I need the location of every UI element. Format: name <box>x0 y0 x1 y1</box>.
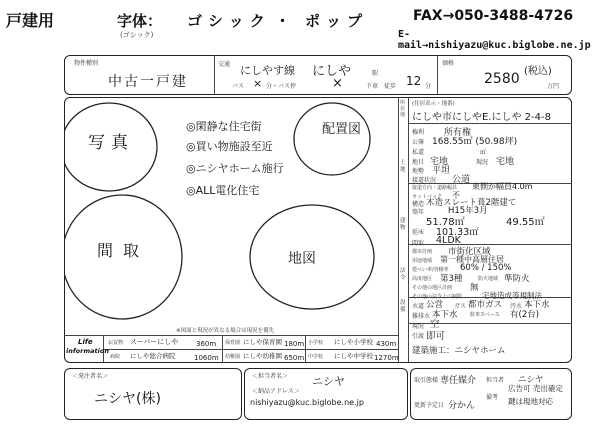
madori-label: 間取 <box>412 240 425 247</box>
gas-value: 都市ガス <box>468 300 503 310</box>
road-width-value: 東側が幅員4.0m <box>472 182 533 191</box>
shop-value: スーパーにしや <box>130 338 179 346</box>
misc-label: 雑排水 <box>412 313 431 320</box>
map-label: 地図 <box>288 251 316 267</box>
road-value: 公道 <box>452 175 471 185</box>
location-side-label: 所在地 <box>400 100 406 118</box>
laws-side-label: 法令 <box>400 268 406 281</box>
setback-value: 不 <box>452 191 460 200</box>
chimoku-value: 宅地 <box>430 157 449 167</box>
equip-side-label: 設備 <box>400 300 406 313</box>
zoning-label: 用途地域 <box>412 258 433 264</box>
price-unit: 万円 <box>547 83 560 90</box>
remarks-label: 備考 <box>486 394 499 401</box>
total-value: 101.33㎡ <box>436 227 479 238</box>
form-type-label: 戸建用 <box>6 11 55 30</box>
layout-label: 配置図 <box>322 122 362 137</box>
district-value: 無 <box>470 283 479 293</box>
built-value: H15年3月 <box>448 206 488 216</box>
remarks-line-1: 広告可 売出確定 <box>508 384 563 393</box>
district-label: その他の地区計画 <box>412 285 453 291</box>
font-option-pop: ポップ <box>305 12 369 30</box>
other-label: その他の法令上の制限 <box>412 294 463 300</box>
misc-value: 本下水 <box>432 310 458 320</box>
fax-number: FAX→050-3488-4726 <box>413 8 574 24</box>
deal-label: 取引態様 <box>414 377 439 384</box>
city-label: 都市計画 <box>412 249 433 255</box>
font-option-gothic: ゴシック <box>187 12 271 30</box>
email-address: E-mail→nishiyazu@kuc.biglobe.ne.jp <box>398 29 591 51</box>
note-text: ※図面と現況が異なる場合は現況を優先 <box>176 328 275 334</box>
hospital-distance: 1060m <box>194 354 219 362</box>
rights-label: 権利 <box>412 129 425 136</box>
getoff-label: 下車 <box>366 83 379 90</box>
contact-label: ＜担当者名＞ <box>252 373 289 380</box>
built-label: 築年 <box>412 209 425 216</box>
font-label: 字体： <box>117 12 163 30</box>
update-label: 更新予定日 <box>414 402 445 409</box>
area-label: 公簿 <box>412 139 425 146</box>
current-label: 現況 <box>412 323 425 330</box>
floor2-value: 49.55㎡ <box>506 217 545 228</box>
feature-4: ◎ALL電化住宅 <box>186 184 260 197</box>
chimoku-label: 地目 <box>412 159 425 166</box>
walk-label: 徒歩 <box>384 83 397 90</box>
area-value: 168.55㎡ (50.98坪) <box>432 137 518 147</box>
city-value: 市街化区域 <box>448 247 491 257</box>
handover-label: 引渡 <box>412 333 425 340</box>
setback-label: セットバック <box>412 194 442 200</box>
kinder-label: 幼稚園 <box>225 354 241 360</box>
walk-unit: 分 <box>425 83 432 90</box>
property-type-label: 物件種別 <box>74 60 99 67</box>
remarks-line-2: 鍵は現地対応 <box>508 397 553 406</box>
land-side-label: 土地 <box>400 160 406 173</box>
tax-value: (税込) <box>524 66 552 77</box>
life-label: Life <box>78 338 93 346</box>
nursery-label: 保育園 <box>225 340 241 346</box>
road-label: 接道状況 <box>412 177 437 184</box>
shop-label: お買物 <box>108 340 124 346</box>
kinder-distance: 650m <box>284 354 305 362</box>
traffic-label: 交通 <box>218 61 231 68</box>
floor1-value: 51.78㎡ <box>426 217 465 228</box>
kinder-value: にしや幼稚園 <box>243 352 282 360</box>
sender-label: ＜発注者名＞ <box>72 373 109 380</box>
location-value: にしや市にしやE.にしや 2-4-8 <box>412 112 551 123</box>
terrain-value: 平坦 <box>432 166 451 176</box>
location-header: (住居表示・地番) <box>412 101 455 107</box>
nursery-distance: 180m <box>284 340 305 348</box>
floorplan-label: 間取 <box>97 241 150 260</box>
hospital-value: にしや総合病院 <box>130 352 176 360</box>
contact-value: ニシヤ <box>312 375 345 388</box>
bus-cross-icon: × <box>253 77 263 90</box>
font-option-dot: ・ <box>275 12 291 30</box>
drain-value: 本下水 <box>524 300 550 310</box>
bus-stop-cross-icon: × <box>332 76 343 91</box>
elem-value: にしや小学校 <box>334 338 373 346</box>
bus-stop-label: 分・バス停 <box>266 83 297 90</box>
fire-label: 防火地域 <box>478 276 499 282</box>
hospital-label: 病院 <box>110 354 121 360</box>
font-sub-label: (ゴシック) <box>120 31 154 39</box>
feature-3: ◎ニシヤホーム施行 <box>186 162 284 175</box>
current-value: 空 <box>430 319 440 330</box>
staff-label: 担当者 <box>486 377 505 384</box>
shop-distance: 360m <box>196 340 217 348</box>
staff-value: ニシヤ <box>518 375 544 385</box>
building-side-label: 建物 <box>400 218 406 231</box>
bus-label: バス <box>232 83 245 90</box>
actual-value: ㎡ <box>480 149 487 156</box>
water-label: 水道 <box>412 303 425 310</box>
height-value: 第3種 <box>440 274 463 284</box>
walk-minutes: 12 <box>406 74 422 88</box>
structure-label: 構造 <box>412 201 425 208</box>
station-suffix: 駅 <box>372 70 379 77</box>
water-value: 公営 <box>426 300 444 310</box>
builder-value: 建築施工：ニシヤホーム <box>412 346 506 356</box>
status-value: 宅地 <box>496 157 515 167</box>
junior-label: 中学校 <box>308 354 324 360</box>
station-value: にしや <box>312 64 352 79</box>
height-label: 高度地区 <box>412 276 433 282</box>
sender-value: ニシヤ(株) <box>94 391 161 407</box>
price-value: 2580 <box>484 71 520 87</box>
life-label-2: information <box>66 347 109 355</box>
road-width-label: 接道方向・道路幅員 <box>412 185 458 191</box>
zoning-value: 第一種中高層住居 <box>440 255 504 264</box>
update-value: 分かん <box>448 401 476 411</box>
rights-value: 所有権 <box>444 128 472 138</box>
junior-distance: 1270m <box>374 354 399 362</box>
layout-circle <box>294 103 370 175</box>
line-value: にしやす線 <box>240 64 295 77</box>
terrain-label: 地勢 <box>412 168 425 175</box>
parking-value: 有(2台) <box>510 310 540 320</box>
elem-distance: 430m <box>376 340 397 348</box>
status-label: 現況 <box>476 159 489 166</box>
photo-label: 写真 <box>88 133 134 153</box>
nursery-value: にしや保育園 <box>243 338 282 346</box>
bcr-label: 建ぺい率/容積率 <box>412 267 449 273</box>
price-label: 価格 <box>442 60 455 67</box>
deal-value: 専任媒介 <box>440 376 477 386</box>
junior-value: にしや中学校 <box>334 352 373 360</box>
actual-label: 私道 <box>412 149 425 156</box>
delivery-label: ＜納品アドレス＞ <box>252 388 300 395</box>
feature-1: ◎閑静な住宅街 <box>186 120 262 133</box>
bcr-value: 60% / 150% <box>460 263 512 273</box>
parking-label: 駐車スペース <box>470 312 500 318</box>
property-type-value: 中古一戸建 <box>108 74 188 90</box>
madori-value: 4LDK <box>436 235 461 246</box>
drain-label: 汚水 <box>510 303 523 310</box>
delivery-value: nishiyazu@kuc.biglobe.ne.jp <box>250 398 364 407</box>
handover-value: 即可 <box>426 331 446 342</box>
total-label: 延床 <box>412 229 425 236</box>
elem-label: 小学校 <box>308 340 324 346</box>
feature-2: ◎買い物施設至近 <box>186 140 273 153</box>
fire-value: 準防火 <box>504 274 530 284</box>
gas-label: ガス <box>454 303 467 310</box>
structure-value: 木造スレート葺2階建て <box>426 198 517 208</box>
other-value: 宅地造成等規制法 <box>482 291 542 300</box>
